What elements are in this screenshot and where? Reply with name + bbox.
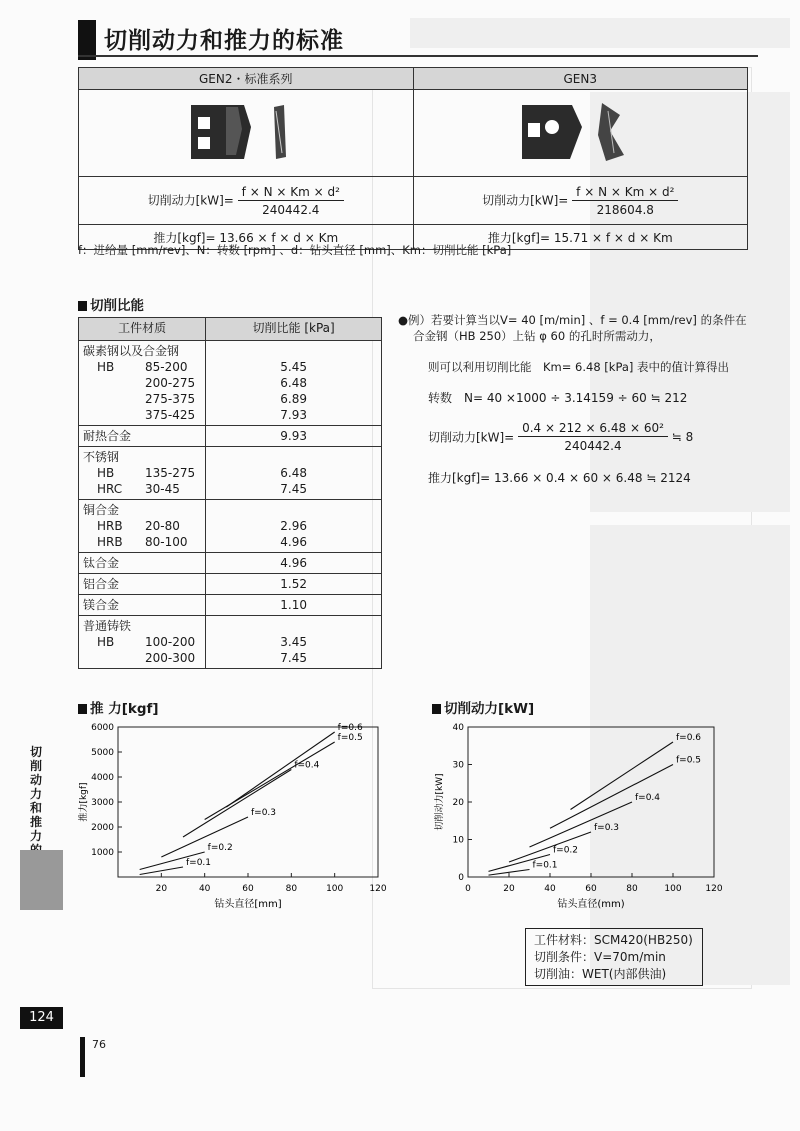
example-rpm: 转数 N= 40 ×1000 ÷ 3.14159 ÷ 60 ≒ 212 [428,391,688,405]
specific-energy-heading: 切削比能 [78,294,144,314]
example-line-3: 则可以利用切削比能 Km= 6.48 [kPa] 表中的值计算得出 [428,360,730,374]
y-tick-label: 1000 [91,848,114,858]
specific-energy-table [78,317,382,669]
grade-scale: HRB [97,535,123,549]
grade-scale [83,375,145,391]
energy-value: 1.52 [280,577,307,591]
gen2-numerator: f × N × Km × d² [238,185,344,201]
material-name: 耐热合金 [83,429,132,443]
table-row [79,553,382,574]
energy-value: 4.96 [280,535,307,549]
grade-range: 100-200 [145,635,196,649]
plot-frame [118,727,378,877]
side-marker [20,850,63,910]
material-name: 普通铸铁 [83,619,132,633]
grade-range: 85-200 [145,360,188,374]
title-rule [78,55,758,57]
x-tick-label: 120 [369,884,387,894]
x-axis-label: 钻头直径(mm) [557,899,625,910]
table-row [79,616,382,669]
y-tick-label: 10 [452,835,464,846]
gen3-denominator: 218604.8 [596,202,654,217]
table-row [79,426,382,447]
material-name: 不锈钢 [83,450,120,464]
legend-note: f：进给量 [mm/rev]、N：转数 [rpm] 、d：钻头直径 [mm]、Km：切削比能 [kPa] [78,243,512,257]
page-number-bottom: 76 [92,1038,106,1051]
grade-range: 200-275 [145,376,196,390]
example-line-2: 合金钢（HB 250）上钻 φ 60 的孔时所需动力， [413,329,661,343]
gen2-denominator: 240442.4 [262,202,320,217]
gen2-insert-icon [176,97,316,167]
energy-value: 4.96 [280,556,307,570]
x-tick-label: 100 [664,884,682,894]
series-label: f=0.5 [337,733,363,743]
formula-table [78,67,748,250]
x-tick-label: 80 [626,884,638,894]
thrust-chart-title: 推 力[kgf] [78,697,159,717]
page-number-bar [80,1037,85,1077]
condition-material: 工件材料：SCM420(HB250) [534,933,693,947]
energy-value: 7.93 [280,408,307,422]
energy-value: 2.96 [280,519,307,533]
energy-value: 7.45 [280,651,307,665]
y-tick-label: 20 [452,798,464,808]
x-tick-label: 40 [544,884,556,894]
energy-value: 7.45 [280,482,307,496]
example-power-numerator: 0.4 × 212 × 6.48 × 60² [518,421,668,437]
gen2-insert-images [79,90,414,177]
ghost-header [410,18,790,48]
material-name: 铜合金 [83,503,120,517]
example-power [428,421,693,453]
material-name: 镁合金 [83,598,120,612]
x-tick-label: 120 [705,884,723,894]
x-tick-label: 20 [155,884,168,894]
y-tick-label: 3000 [91,798,114,808]
x-axis-label: 钻头直径[mm] [214,899,282,910]
series-label: f=0.5 [676,755,702,766]
material-grade [83,634,201,650]
gen3-header: GEN3 [413,68,748,90]
series-label: f=0.2 [553,845,579,856]
grade-range: 80-100 [145,535,188,549]
material-grade [83,465,201,481]
table-row [79,447,382,500]
series-label: f=0.3 [251,808,277,818]
series-label: f=0.1 [186,858,212,868]
material-name: 铝合金 [83,577,120,591]
x-tick-label: 20 [503,884,515,894]
example-line-1: ●例）若要计算当以V= 40 [m/min] 、f = 0.4 [mm/rev] 的条件在 [398,313,747,327]
grade-range: 200-300 [145,651,196,665]
table-row [79,341,382,426]
grade-range: 135-275 [145,466,196,480]
y-tick-label: 6000 [91,723,114,733]
power-chart [428,715,728,920]
series-label: f=0.6 [676,733,702,743]
y-tick-label: 5000 [91,748,114,758]
gen3-power-label: 切削动力[kW]= [482,193,569,207]
table-row [79,574,382,595]
example-power-result: ≒ 8 [671,430,694,444]
table-row [79,500,382,553]
material-col-header: 工件材质 [79,318,206,341]
series-label: f=0.4 [294,760,320,771]
condition-oil: 切削油：WET(内部供油) [534,967,667,981]
material-grade [83,518,201,534]
table-row [79,595,382,616]
power-chart-title: 切削动力[kW] [432,697,534,717]
material-grade [83,375,201,391]
series-label: f=0.3 [594,823,620,833]
energy-value: 5.45 [280,360,307,374]
gen2-header: GEN2・标准系列 [79,68,414,90]
y-tick-label: 30 [452,760,464,771]
thrust-chart [70,715,390,920]
grade-scale: HRB [97,519,123,533]
x-tick-label: 0 [465,884,471,894]
energy-value: 6.48 [280,376,307,390]
material-grade [83,391,201,407]
y-axis-label: 推力[kgf] [79,782,89,822]
title-bar [78,20,96,60]
material-grade [83,481,201,497]
x-tick-label: 100 [326,884,344,894]
gen3-insert-icon [510,97,650,167]
y-tick-label: 4000 [91,773,114,783]
series-line [183,770,291,838]
grade-range: 275-375 [145,392,196,406]
energy-value: 1.10 [280,598,307,612]
example-thrust: 推力[kgf]= 13.66 × 0.4 × 60 × 6.48 ≒ 2124 [428,471,691,485]
conditions-box [525,928,703,986]
material-name: 碳素钢以及合金钢 [83,344,180,358]
value-col-header: 切削比能 [kPa] [206,318,382,341]
material-name: 钛合金 [83,556,120,570]
y-tick-label: 0 [458,873,464,883]
side-section-label: 切削动力和推力 [29,745,42,843]
gen3-insert-images [413,90,748,177]
energy-value: 6.48 [280,466,307,480]
grade-range: 20-80 [145,519,180,533]
gen3-thrust-formula: 推力[kgf]= 15.71 × f × d × Km [413,225,748,250]
grade-scale [83,407,145,423]
condition-cutting: 切削条件：V=70m/min [534,950,666,964]
energy-value: 6.89 [280,392,307,406]
gen2-power-formula [79,177,414,225]
material-grade [83,650,201,666]
energy-value: 3.45 [280,635,307,649]
page-number-left: 124 [20,1007,63,1029]
x-tick-label: 80 [285,884,298,894]
gen3-numerator: f × N × Km × d² [572,185,678,201]
material-grade [83,407,201,423]
x-tick-label: 60 [242,884,254,894]
y-tick-label: 2000 [91,823,114,833]
y-tick-label: 40 [452,723,464,733]
gen2-thrust-formula: 推力[kgf]= 13.66 × f × d × Km [79,225,414,250]
plot-frame [468,727,714,877]
grade-range: 375-425 [145,408,196,422]
series-label: f=0.2 [207,843,233,853]
series-label: f=0.1 [532,860,558,871]
example-power-denominator: 240442.4 [564,439,622,453]
grade-scale: HB [97,635,115,649]
series-label: f=0.6 [337,723,363,733]
grade-scale: HRC [97,482,123,496]
grade-scale [83,650,145,666]
x-tick-label: 60 [585,884,597,894]
y-axis-label: 切削动力[kW] [435,773,445,831]
grade-scale: HB [97,360,115,374]
series-line [509,832,591,862]
energy-value: 9.93 [280,429,307,443]
series-label: f=0.4 [635,793,661,803]
x-tick-label: 40 [198,884,211,894]
grade-scale [83,391,145,407]
gen3-power-formula [413,177,748,225]
material-grade [83,359,201,375]
grade-range: 30-45 [145,482,180,496]
page-title: 切削动力和推力的标准 [104,28,344,54]
grade-scale: HB [97,466,115,480]
example-power-label: 切削动力[kW]= [428,430,515,445]
gen2-power-label: 切削动力[kW]= [147,193,234,207]
material-grade [83,534,201,550]
